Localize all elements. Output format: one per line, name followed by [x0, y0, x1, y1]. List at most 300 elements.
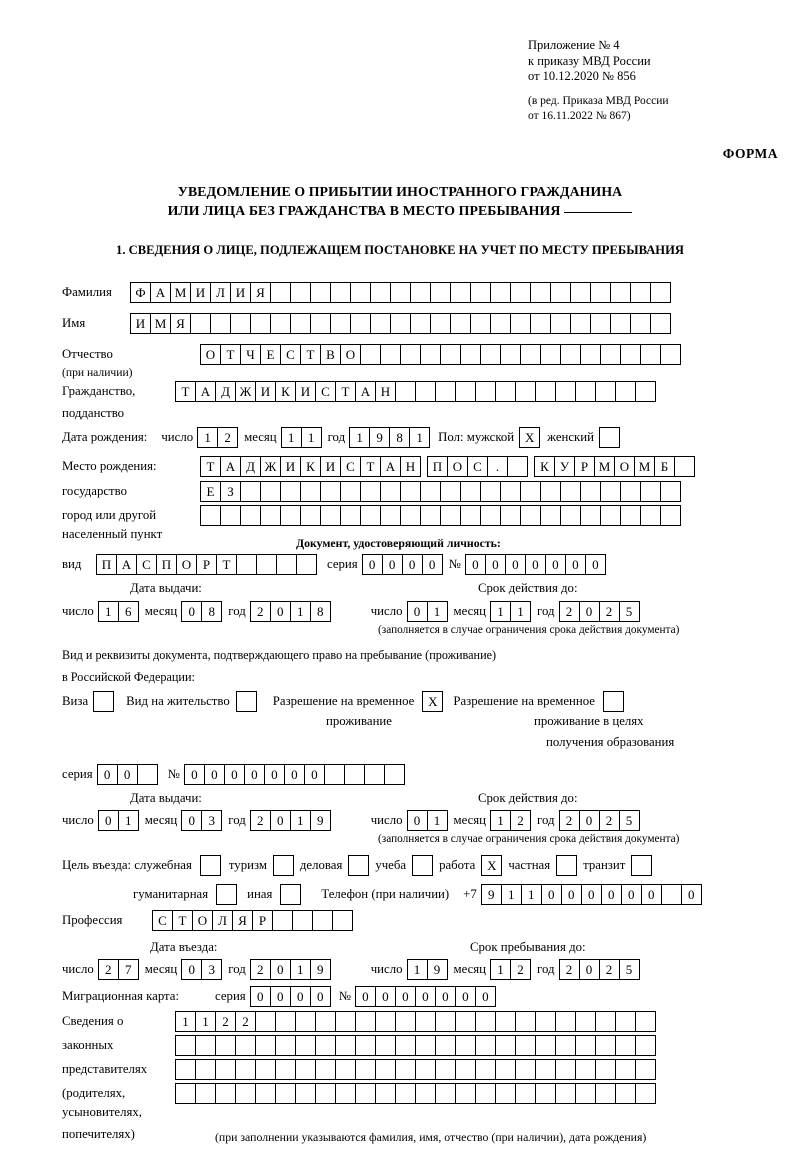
form-cell[interactable]: 0 — [415, 986, 436, 1007]
form-cell[interactable] — [430, 282, 451, 303]
form-cell[interactable]: 0 — [117, 764, 138, 785]
form-cell[interactable] — [355, 1083, 376, 1104]
form-cell[interactable]: Е — [200, 481, 221, 502]
form-cell[interactable]: К — [534, 456, 555, 477]
form-cell[interactable] — [495, 1059, 516, 1080]
form-cell[interactable] — [295, 1011, 316, 1032]
form-cell[interactable] — [270, 282, 291, 303]
form-cell[interactable] — [415, 381, 436, 402]
form-cell[interactable] — [310, 282, 331, 303]
form-cell[interactable] — [410, 282, 431, 303]
form-cell[interactable]: 1 — [427, 601, 448, 622]
mc-number-input[interactable] — [355, 986, 496, 1007]
form-cell[interactable] — [290, 313, 311, 334]
form-cell[interactable]: 0 — [407, 601, 428, 622]
form-cell[interactable] — [315, 1035, 336, 1056]
form-cell[interactable] — [595, 1083, 616, 1104]
form-cell[interactable]: О — [447, 456, 468, 477]
form-cell[interactable] — [600, 481, 621, 502]
form-cell[interactable]: 1 — [195, 1011, 216, 1032]
birth-state-extra-input[interactable] — [427, 456, 528, 477]
form-cell[interactable] — [515, 381, 536, 402]
form-cell[interactable] — [635, 381, 656, 402]
form-cell[interactable] — [312, 910, 333, 931]
form-cell[interactable] — [210, 313, 231, 334]
permit-valid-month-input[interactable] — [490, 810, 531, 831]
birth-month-input[interactable] — [281, 427, 322, 448]
purpose-service-checkbox[interactable] — [200, 855, 221, 876]
form-cell[interactable] — [580, 505, 601, 526]
form-cell[interactable]: О — [340, 344, 361, 365]
form-cell[interactable] — [255, 1011, 276, 1032]
form-cell[interactable]: 5 — [619, 810, 640, 831]
form-cell[interactable]: 1 — [490, 959, 511, 980]
form-cell[interactable]: 2 — [250, 810, 271, 831]
form-cell[interactable]: 1 — [427, 810, 448, 831]
form-cell[interactable] — [272, 910, 293, 931]
form-cell[interactable]: С — [280, 344, 301, 365]
legal-row1-input[interactable] — [175, 1011, 656, 1032]
visa-checkbox[interactable] — [93, 691, 114, 712]
permit-issue-year-input[interactable] — [250, 810, 331, 831]
form-cell[interactable] — [395, 1059, 416, 1080]
doc-issue-day-input[interactable] — [98, 601, 139, 622]
form-cell[interactable] — [295, 1083, 316, 1104]
form-cell[interactable] — [360, 481, 381, 502]
form-cell[interactable]: 0 — [270, 986, 291, 1007]
form-cell[interactable]: М — [594, 456, 615, 477]
form-cell[interactable] — [495, 1011, 516, 1032]
form-cell[interactable] — [460, 344, 481, 365]
form-cell[interactable] — [615, 1059, 636, 1080]
form-cell[interactable]: 0 — [561, 884, 582, 905]
form-cell[interactable] — [600, 505, 621, 526]
form-cell[interactable] — [595, 381, 616, 402]
surname-input[interactable] — [130, 282, 671, 303]
form-cell[interactable]: Я — [232, 910, 253, 931]
entry-year-input[interactable] — [250, 959, 331, 980]
form-cell[interactable] — [400, 481, 421, 502]
form-cell[interactable] — [595, 1011, 616, 1032]
form-cell[interactable]: 1 — [290, 601, 311, 622]
form-cell[interactable] — [275, 1011, 296, 1032]
temp-residence-checkbox[interactable]: X — [422, 691, 443, 712]
form-cell[interactable] — [520, 505, 541, 526]
form-cell[interactable]: 0 — [601, 884, 622, 905]
form-cell[interactable] — [320, 505, 341, 526]
form-cell[interactable] — [364, 764, 385, 785]
form-cell[interactable]: 0 — [407, 810, 428, 831]
form-cell[interactable] — [275, 1059, 296, 1080]
form-cell[interactable] — [520, 481, 541, 502]
form-cell[interactable]: О — [176, 554, 197, 575]
form-cell[interactable]: С — [467, 456, 488, 477]
form-cell[interactable] — [195, 1035, 216, 1056]
form-cell[interactable] — [335, 1035, 356, 1056]
form-cell[interactable] — [635, 1059, 656, 1080]
form-cell[interactable]: П — [427, 456, 448, 477]
form-cell[interactable]: 2 — [510, 810, 531, 831]
form-cell[interactable] — [255, 1083, 276, 1104]
form-cell[interactable] — [360, 344, 381, 365]
form-cell[interactable]: 0 — [304, 764, 325, 785]
form-cell[interactable] — [480, 505, 501, 526]
purpose-humanitarian-checkbox[interactable] — [216, 884, 237, 905]
form-cell[interactable] — [215, 1083, 236, 1104]
form-cell[interactable] — [660, 505, 681, 526]
form-cell[interactable]: 8 — [201, 601, 222, 622]
form-cell[interactable] — [660, 344, 681, 365]
form-cell[interactable]: 0 — [621, 884, 642, 905]
form-cell[interactable]: Д — [240, 456, 261, 477]
form-cell[interactable] — [344, 764, 365, 785]
doc-issue-month-input[interactable] — [181, 601, 222, 622]
form-cell[interactable]: И — [190, 282, 211, 303]
form-cell[interactable] — [330, 313, 351, 334]
form-cell[interactable]: В — [320, 344, 341, 365]
form-cell[interactable]: 1 — [290, 810, 311, 831]
form-cell[interactable] — [590, 313, 611, 334]
form-cell[interactable]: У — [554, 456, 575, 477]
form-cell[interactable] — [540, 344, 561, 365]
form-cell[interactable] — [435, 381, 456, 402]
form-cell[interactable] — [510, 313, 531, 334]
form-cell[interactable]: Я — [250, 282, 271, 303]
form-cell[interactable]: К — [275, 381, 296, 402]
purpose-other-checkbox[interactable] — [280, 884, 301, 905]
form-cell[interactable] — [640, 505, 661, 526]
birth-day-input[interactable] — [197, 427, 238, 448]
form-cell[interactable]: Ж — [235, 381, 256, 402]
form-cell[interactable]: 6 — [118, 601, 139, 622]
form-cell[interactable]: 0 — [204, 764, 225, 785]
form-cell[interactable] — [335, 1083, 356, 1104]
form-cell[interactable] — [450, 313, 471, 334]
form-cell[interactable]: Т — [216, 554, 237, 575]
form-cell[interactable]: 0 — [224, 764, 245, 785]
form-cell[interactable] — [410, 313, 431, 334]
form-cell[interactable]: 1 — [510, 601, 531, 622]
form-cell[interactable]: 2 — [98, 959, 119, 980]
form-cell[interactable]: 0 — [455, 986, 476, 1007]
form-cell[interactable] — [390, 313, 411, 334]
form-cell[interactable] — [440, 344, 461, 365]
form-cell[interactable] — [515, 1059, 536, 1080]
form-cell[interactable] — [455, 1011, 476, 1032]
form-cell[interactable] — [400, 505, 421, 526]
form-cell[interactable]: 0 — [181, 810, 202, 831]
form-cell[interactable]: О — [614, 456, 635, 477]
form-cell[interactable]: 2 — [559, 601, 580, 622]
form-cell[interactable]: Т — [335, 381, 356, 402]
legal-row3-input[interactable] — [175, 1059, 656, 1080]
form-cell[interactable] — [420, 344, 441, 365]
form-cell[interactable]: 1 — [175, 1011, 196, 1032]
form-cell[interactable] — [530, 313, 551, 334]
form-cell[interactable] — [435, 1035, 456, 1056]
form-cell[interactable]: И — [280, 456, 301, 477]
form-cell[interactable]: 0 — [525, 554, 546, 575]
profession-input[interactable] — [152, 910, 353, 931]
form-cell[interactable] — [435, 1059, 456, 1080]
form-cell[interactable]: С — [340, 456, 361, 477]
form-cell[interactable] — [570, 282, 591, 303]
form-cell[interactable]: 0 — [541, 884, 562, 905]
form-cell[interactable]: 9 — [310, 810, 331, 831]
form-cell[interactable]: 0 — [505, 554, 526, 575]
form-cell[interactable] — [560, 505, 581, 526]
form-cell[interactable] — [535, 1083, 556, 1104]
form-cell[interactable]: Д — [215, 381, 236, 402]
form-cell[interactable]: 0 — [181, 601, 202, 622]
stay-day-input[interactable] — [407, 959, 448, 980]
form-cell[interactable] — [260, 505, 281, 526]
form-cell[interactable] — [560, 344, 581, 365]
form-cell[interactable]: А — [220, 456, 241, 477]
form-cell[interactable] — [137, 764, 158, 785]
form-cell[interactable] — [480, 344, 501, 365]
form-cell[interactable] — [375, 1083, 396, 1104]
form-cell[interactable]: 2 — [250, 601, 271, 622]
form-cell[interactable]: 0 — [422, 554, 443, 575]
form-cell[interactable] — [535, 1011, 556, 1032]
form-cell[interactable] — [615, 1011, 636, 1032]
form-cell[interactable]: Б — [654, 456, 675, 477]
residence-permit-checkbox[interactable] — [236, 691, 257, 712]
form-cell[interactable]: 0 — [250, 986, 271, 1007]
entry-day-input[interactable] — [98, 959, 139, 980]
birth-city-row3-input[interactable] — [200, 505, 681, 526]
form-cell[interactable] — [200, 505, 221, 526]
form-cell[interactable] — [650, 282, 671, 303]
form-cell[interactable]: Т — [175, 381, 196, 402]
form-cell[interactable]: 0 — [310, 986, 331, 1007]
form-cell[interactable] — [500, 505, 521, 526]
form-cell[interactable] — [570, 313, 591, 334]
form-cell[interactable]: А — [195, 381, 216, 402]
permit-valid-day-input[interactable] — [407, 810, 448, 831]
form-cell[interactable] — [270, 313, 291, 334]
birth-state-input[interactable] — [200, 456, 421, 477]
form-cell[interactable]: 0 — [681, 884, 702, 905]
form-cell[interactable] — [540, 505, 561, 526]
form-cell[interactable]: 0 — [181, 959, 202, 980]
form-cell[interactable] — [580, 481, 601, 502]
form-cell[interactable] — [580, 344, 601, 365]
form-cell[interactable] — [575, 1011, 596, 1032]
form-cell[interactable]: 8 — [310, 601, 331, 622]
form-cell[interactable] — [235, 1059, 256, 1080]
form-cell[interactable] — [400, 344, 421, 365]
form-cell[interactable]: 5 — [619, 959, 640, 980]
form-cell[interactable]: А — [380, 456, 401, 477]
form-cell[interactable]: 9 — [481, 884, 502, 905]
form-cell[interactable]: 0 — [184, 764, 205, 785]
form-cell[interactable]: 2 — [510, 959, 531, 980]
form-cell[interactable]: Р — [574, 456, 595, 477]
form-cell[interactable]: И — [230, 282, 251, 303]
form-cell[interactable]: 1 — [349, 427, 370, 448]
form-cell[interactable] — [190, 313, 211, 334]
form-cell[interactable]: О — [200, 344, 221, 365]
form-cell[interactable] — [550, 282, 571, 303]
form-cell[interactable]: Н — [400, 456, 421, 477]
form-cell[interactable] — [380, 344, 401, 365]
form-cell[interactable] — [310, 313, 331, 334]
form-cell[interactable]: 0 — [579, 959, 600, 980]
form-cell[interactable] — [324, 764, 345, 785]
birth-year-input[interactable] — [349, 427, 430, 448]
form-cell[interactable] — [590, 282, 611, 303]
form-cell[interactable] — [430, 313, 451, 334]
purpose-tourism-checkbox[interactable] — [273, 855, 294, 876]
form-cell[interactable]: И — [320, 456, 341, 477]
form-cell[interactable] — [355, 1035, 376, 1056]
form-cell[interactable] — [255, 1059, 276, 1080]
birth-city-row1-input[interactable] — [534, 456, 695, 477]
form-cell[interactable] — [350, 282, 371, 303]
form-cell[interactable]: 0 — [475, 986, 496, 1007]
form-cell[interactable]: 1 — [409, 427, 430, 448]
form-cell[interactable] — [475, 1083, 496, 1104]
form-cell[interactable] — [555, 381, 576, 402]
form-cell[interactable] — [495, 1035, 516, 1056]
form-cell[interactable] — [555, 1083, 576, 1104]
form-cell[interactable] — [575, 381, 596, 402]
purpose-business-checkbox[interactable] — [348, 855, 369, 876]
form-cell[interactable] — [640, 481, 661, 502]
form-cell[interactable] — [370, 313, 391, 334]
form-cell[interactable]: 0 — [395, 986, 416, 1007]
form-cell[interactable] — [420, 505, 441, 526]
phone-input[interactable] — [481, 884, 702, 905]
form-cell[interactable] — [507, 456, 528, 477]
form-cell[interactable]: 5 — [619, 601, 640, 622]
form-cell[interactable]: Л — [210, 282, 231, 303]
form-cell[interactable] — [460, 505, 481, 526]
form-cell[interactable] — [610, 282, 631, 303]
form-cell[interactable] — [674, 456, 695, 477]
form-cell[interactable] — [475, 1059, 496, 1080]
form-cell[interactable] — [515, 1083, 536, 1104]
form-cell[interactable] — [290, 282, 311, 303]
form-cell[interactable] — [490, 313, 511, 334]
form-cell[interactable] — [175, 1083, 196, 1104]
form-cell[interactable]: 1 — [118, 810, 139, 831]
form-cell[interactable] — [296, 554, 317, 575]
form-cell[interactable] — [440, 481, 461, 502]
form-cell[interactable]: 1 — [490, 810, 511, 831]
form-cell[interactable]: И — [130, 313, 151, 334]
form-cell[interactable]: 1 — [501, 884, 522, 905]
form-cell[interactable] — [335, 1059, 356, 1080]
form-cell[interactable]: Ч — [240, 344, 261, 365]
form-cell[interactable]: 0 — [579, 810, 600, 831]
form-cell[interactable]: 0 — [402, 554, 423, 575]
citizenship-input[interactable] — [175, 381, 656, 402]
form-cell[interactable]: И — [295, 381, 316, 402]
form-cell[interactable] — [415, 1011, 436, 1032]
form-cell[interactable]: 1 — [301, 427, 322, 448]
permit-series-input[interactable] — [97, 764, 158, 785]
form-cell[interactable]: А — [355, 381, 376, 402]
form-cell[interactable]: 0 — [382, 554, 403, 575]
form-cell[interactable]: 8 — [389, 427, 410, 448]
form-cell[interactable] — [415, 1035, 436, 1056]
form-cell[interactable] — [375, 1035, 396, 1056]
form-cell[interactable]: Т — [220, 344, 241, 365]
form-cell[interactable]: 1 — [490, 601, 511, 622]
form-cell[interactable] — [615, 381, 636, 402]
form-cell[interactable]: 0 — [581, 884, 602, 905]
form-cell[interactable] — [475, 1035, 496, 1056]
form-cell[interactable]: 9 — [369, 427, 390, 448]
form-cell[interactable] — [620, 505, 641, 526]
form-cell[interactable]: С — [136, 554, 157, 575]
form-cell[interactable]: 2 — [559, 810, 580, 831]
mc-series-input[interactable] — [250, 986, 331, 1007]
form-cell[interactable]: 0 — [270, 959, 291, 980]
form-cell[interactable] — [555, 1011, 576, 1032]
form-cell[interactable] — [550, 313, 571, 334]
form-cell[interactable] — [535, 1059, 556, 1080]
form-cell[interactable]: 3 — [201, 810, 222, 831]
form-cell[interactable] — [292, 910, 313, 931]
form-cell[interactable] — [490, 282, 511, 303]
form-cell[interactable] — [375, 1059, 396, 1080]
form-cell[interactable] — [495, 1083, 516, 1104]
form-cell[interactable]: 0 — [641, 884, 662, 905]
permit-number-input[interactable] — [184, 764, 405, 785]
form-cell[interactable] — [175, 1035, 196, 1056]
form-cell[interactable]: 0 — [545, 554, 566, 575]
form-cell[interactable]: 0 — [270, 810, 291, 831]
form-cell[interactable]: М — [170, 282, 191, 303]
form-cell[interactable]: 2 — [250, 959, 271, 980]
form-cell[interactable] — [470, 313, 491, 334]
form-cell[interactable] — [620, 344, 641, 365]
form-cell[interactable] — [610, 313, 631, 334]
form-cell[interactable] — [315, 1059, 336, 1080]
form-cell[interactable]: З — [220, 481, 241, 502]
doc-valid-year-input[interactable] — [559, 601, 640, 622]
form-cell[interactable] — [235, 1035, 256, 1056]
form-cell[interactable]: Р — [196, 554, 217, 575]
form-cell[interactable]: 2 — [599, 810, 620, 831]
form-cell[interactable] — [470, 282, 491, 303]
form-cell[interactable]: П — [156, 554, 177, 575]
form-cell[interactable] — [660, 481, 681, 502]
form-cell[interactable] — [395, 1011, 416, 1032]
form-cell[interactable]: 2 — [217, 427, 238, 448]
doc-kind-input[interactable] — [96, 554, 317, 575]
purpose-transit-checkbox[interactable] — [631, 855, 652, 876]
form-cell[interactable]: Р — [252, 910, 273, 931]
form-cell[interactable] — [435, 1083, 456, 1104]
form-cell[interactable] — [535, 381, 556, 402]
form-cell[interactable] — [435, 1011, 456, 1032]
form-cell[interactable] — [495, 381, 516, 402]
form-cell[interactable] — [615, 1035, 636, 1056]
form-cell[interactable] — [455, 381, 476, 402]
form-cell[interactable]: 0 — [565, 554, 586, 575]
form-cell[interactable] — [520, 344, 541, 365]
form-cell[interactable] — [295, 1035, 316, 1056]
form-cell[interactable]: 9 — [310, 959, 331, 980]
form-cell[interactable]: С — [152, 910, 173, 931]
doc-valid-day-input[interactable] — [407, 601, 448, 622]
form-cell[interactable] — [615, 1083, 636, 1104]
